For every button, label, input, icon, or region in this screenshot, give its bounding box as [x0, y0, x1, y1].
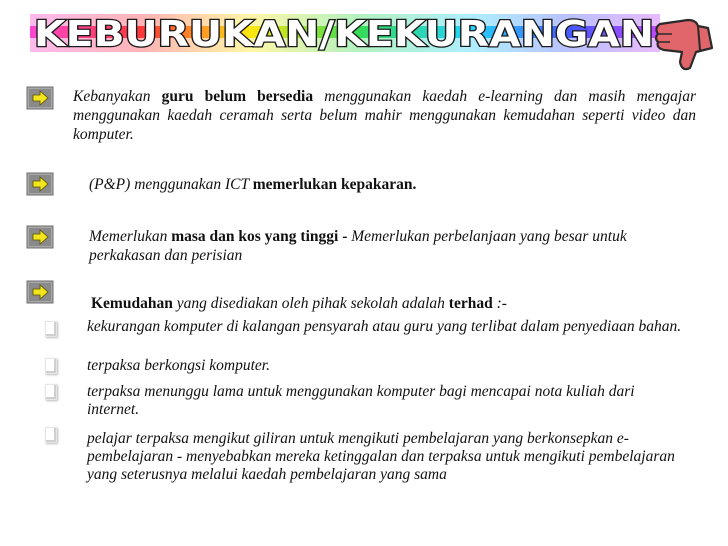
- square-bullet-icon: [45, 427, 57, 443]
- point-3-text-b: Memerlukan perbelanjaan yang besar untuk perkakasan dan perisian: [89, 228, 627, 264]
- point-1-text-a: Kebanyakan: [73, 88, 162, 105]
- point-4: [91, 294, 691, 313]
- point-2-emphasis: memerlukan kepakaran.: [252, 176, 417, 193]
- square-bullet-icon: [45, 321, 57, 337]
- square-bullet-icon: [45, 358, 57, 374]
- point-3: [89, 227, 695, 265]
- point-3-text-a: Memerlukan: [89, 228, 172, 245]
- subpoint-1: kekurangan komputer di kalangan pensyarah atau guru yang terlibat dalam penyediaan bahan.: [87, 318, 682, 335]
- arrow-right-icon: [26, 225, 54, 249]
- subpoint-4: pelajar terpaksa mengikut giliran untuk mengikuti pembelajaran yang berkonsepkan e-pembelajaran - menyebabkan mereka ketinggalan dan terpaksa untuk mengikuti pembelajaran yang seterusnya melalui kaedah pembelajaran yang sama: [87, 430, 675, 483]
- point-4-text-a: yang disediakan oleh pihak sekolah adalah: [172, 295, 449, 312]
- arrow-right-icon: [26, 172, 54, 196]
- page-title: KEBURUKAN/KEKURANGAN: [34, 14, 654, 55]
- thumbs-down-icon: [652, 14, 718, 76]
- point-4-emphasis-a: Kemudahan: [91, 295, 173, 312]
- subpoint-2: terpaksa berkongsi komputer.: [87, 357, 270, 374]
- point-2: [89, 175, 689, 194]
- point-2-text: (P&P) menggunakan ICT: [89, 176, 253, 193]
- point-1-text-b: menggunakan kaedah e-learning dan masih mengajar menggunakan kaedah ceramah serta belum mahir menggunakan kemudahan seperti video dan komputer.: [73, 88, 696, 143]
- arrow-right-icon: [26, 280, 54, 304]
- point-4-emphasis-b: terhad: [448, 295, 493, 312]
- subpoint-3: terpaksa menunggu lama untuk menggunakan komputer bagi mencapai nota kuliah dari internet.: [87, 383, 635, 418]
- point-1-emphasis: guru belum bersedia: [161, 88, 314, 105]
- arrow-right-icon: [26, 86, 54, 110]
- point-3-emphasis: masa dan kos yang tinggi -: [171, 228, 352, 245]
- point-4-text-b: :-: [492, 295, 507, 312]
- point-1: [73, 87, 696, 144]
- slide-title: [30, 8, 660, 58]
- square-bullet-icon: [45, 384, 57, 400]
